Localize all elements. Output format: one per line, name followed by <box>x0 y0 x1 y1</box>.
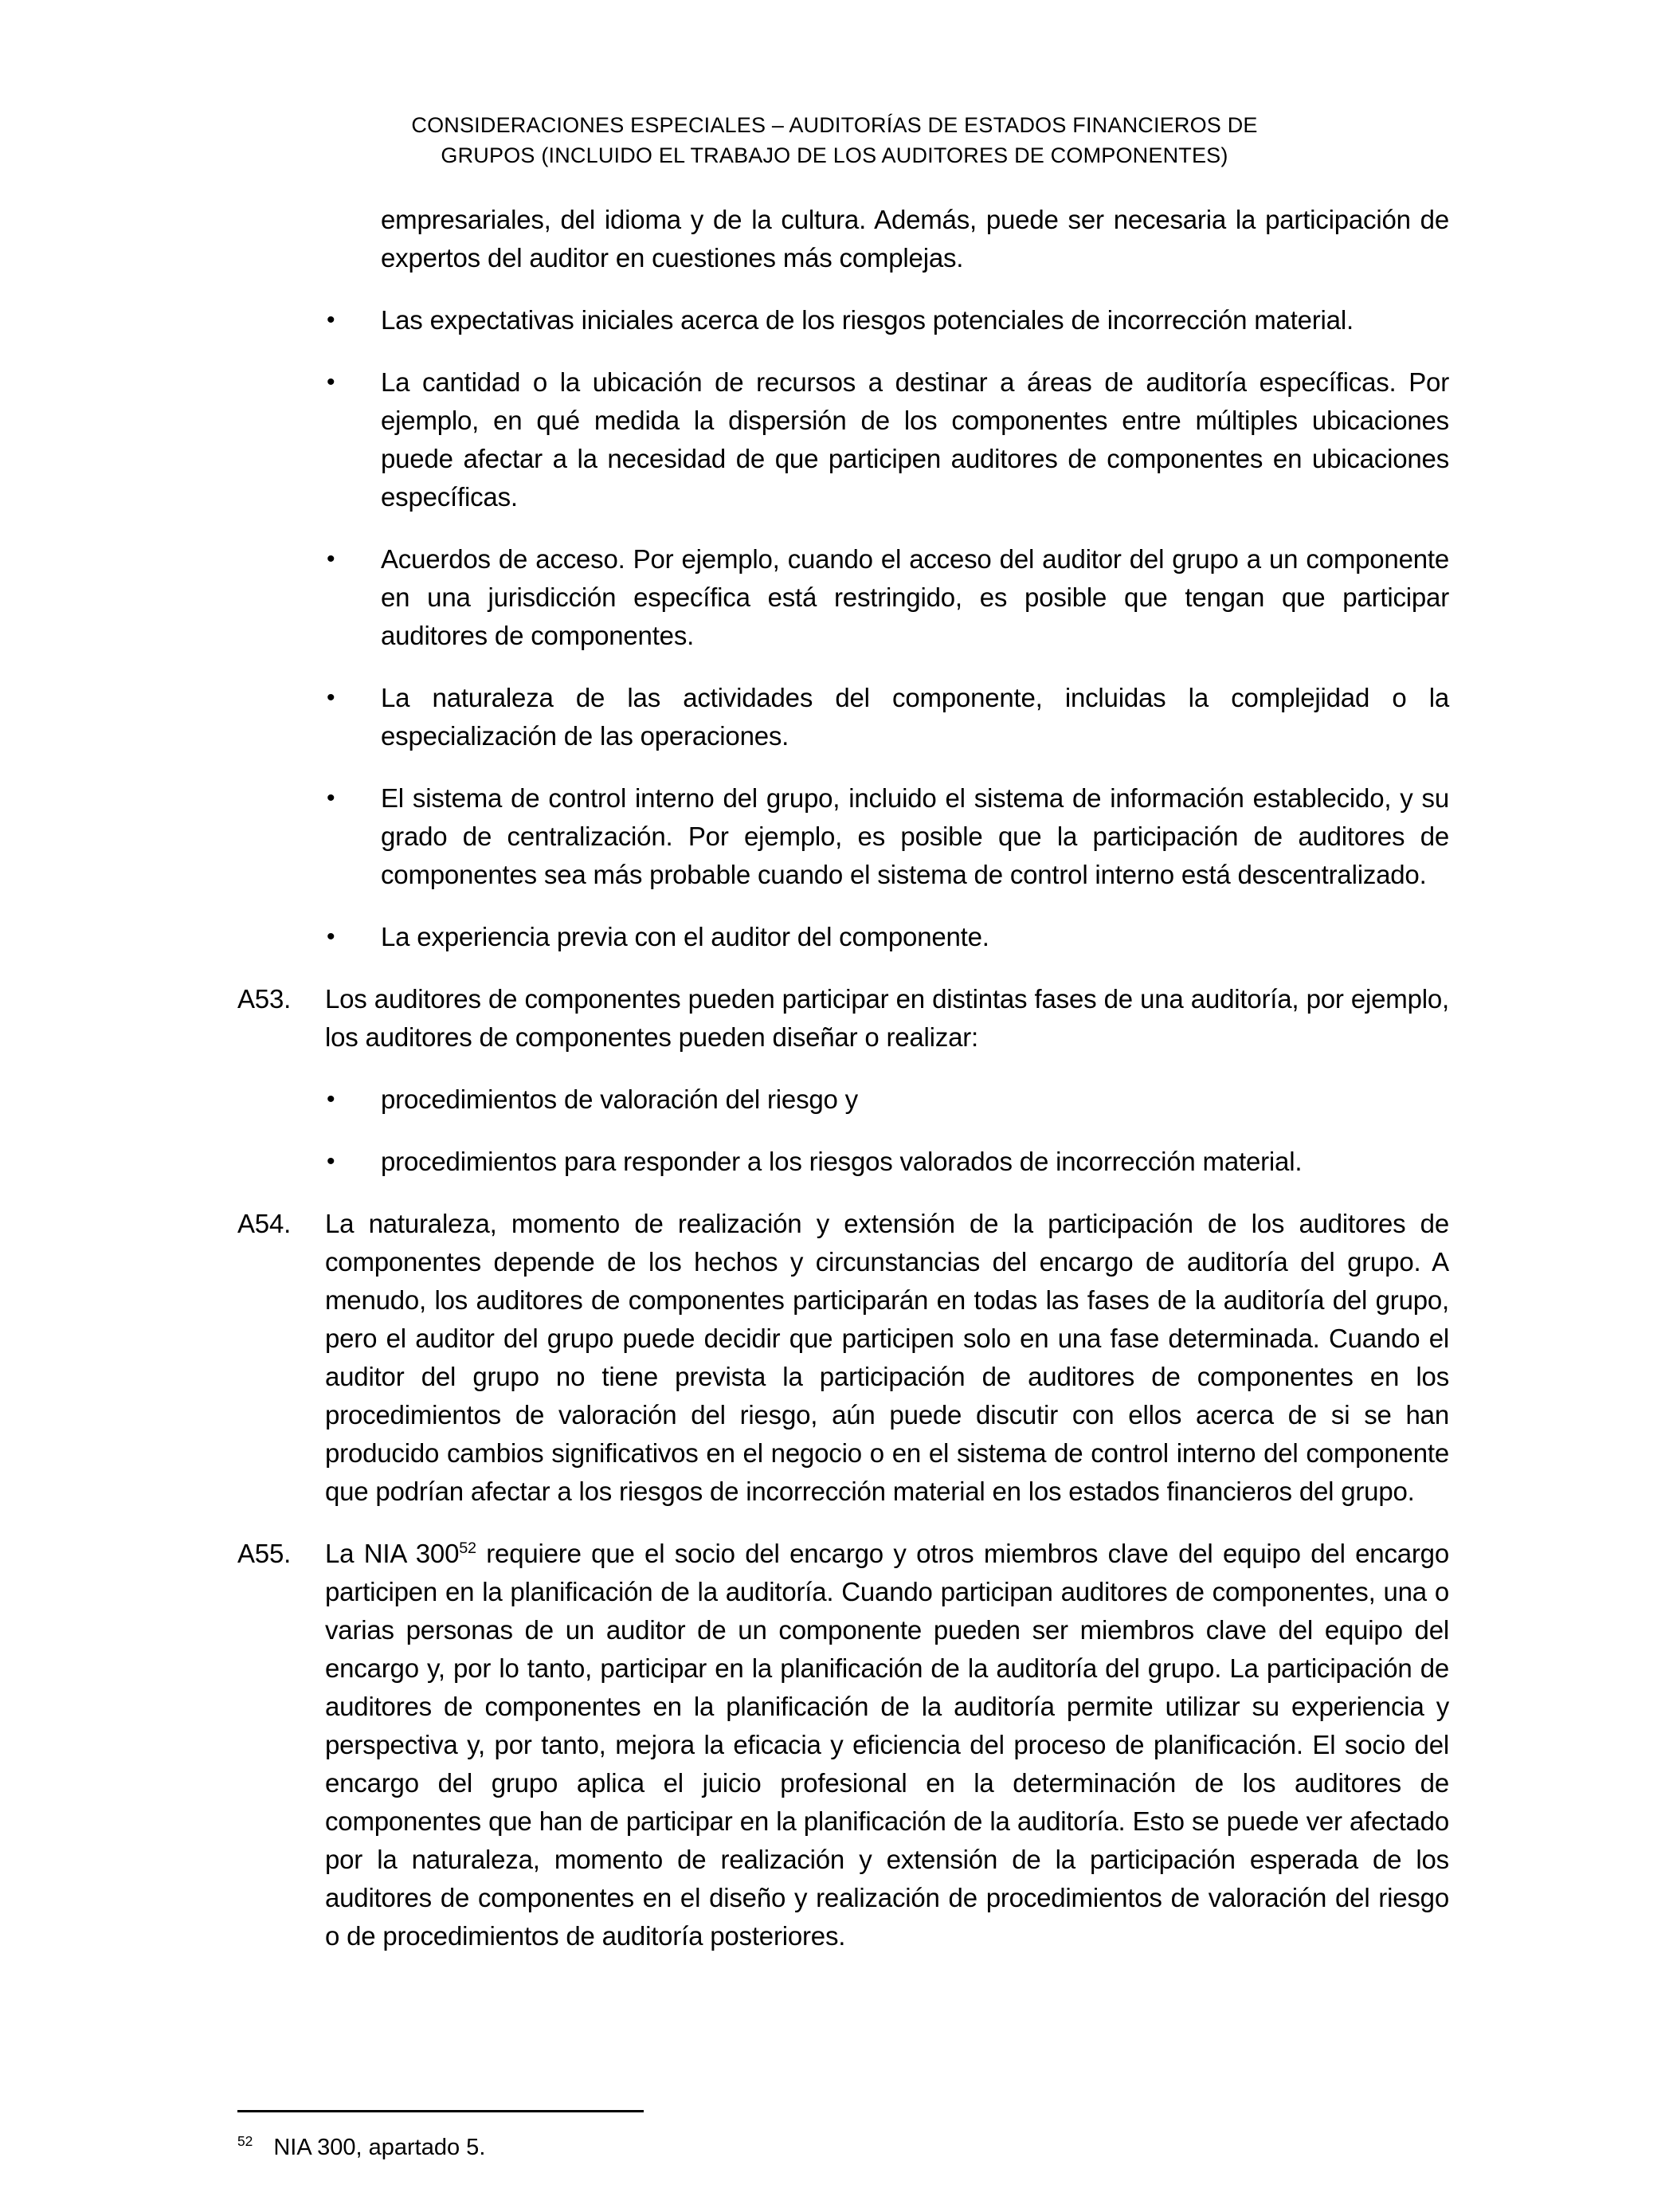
bullet-text: La cantidad o la ubicación de recursos a destinar a áreas de auditoría específicas. Por ejemplo, en qué medida la dispersión de los componentes entre múltiples ubicaciones puede afectar a la necesidad de que participen auditores de componentes en ubicaciones específicas. <box>381 367 1449 512</box>
bullet-item <box>327 918 1449 956</box>
bullet-item <box>327 779 1449 894</box>
bullet-text: procedimientos de valoración del riesgo y <box>381 1084 858 1114</box>
bullet-text: Las expectativas iniciales acerca de los riesgos potenciales de incorrección material. <box>381 305 1354 335</box>
bullet-text: El sistema de control interno del grupo, incluido el sistema de información establecido, y su grado de centralización. Por ejemplo, es posible que la participación de auditores de componentes sea más probable cuando el sistema de control interno está descentralizado. <box>381 783 1449 889</box>
bullet-text: procedimientos para responder a los riesgos valorados de incorrección material. <box>381 1147 1303 1176</box>
paragraph-a55 <box>237 1535 1449 1955</box>
paragraph-a53-text: Los auditores de componentes pueden participar en distintas fases de una auditoría, por ejemplo, los auditores de componentes pueden diseñar o realizar: <box>325 984 1449 1052</box>
bullet-item <box>327 363 1449 516</box>
bullet-icon: • <box>327 546 335 572</box>
bullet-item <box>327 679 1449 755</box>
paragraph-a54 <box>237 1205 1449 1511</box>
document-body <box>0 201 1669 1955</box>
bullet-text: Acuerdos de acceso. Por ejemplo, cuando el acceso del auditor del grupo a un componente en una jurisdicción específica está restringido, es posible que tengan que participar auditores de componentes. <box>381 544 1449 650</box>
bullet-icon: • <box>327 1086 335 1112</box>
footnote-separator-line <box>237 2110 644 2112</box>
bullet-icon: • <box>327 369 335 395</box>
bullet-text: La naturaleza de las actividades del componente, incluidas la complejidad o la especialización de las operaciones. <box>381 683 1449 751</box>
bullet-item-a53-sub <box>327 1143 1449 1181</box>
bullet-text: La experiencia previa con el auditor del componente. <box>381 922 989 951</box>
bullet-icon: • <box>327 307 335 333</box>
footnote-52 <box>237 2133 1449 2162</box>
footnote-area <box>237 2110 1449 2162</box>
bullet-item-a53-sub <box>327 1081 1449 1119</box>
bullet-icon: • <box>327 1148 335 1175</box>
paragraph-a54-label: A54. <box>237 1209 292 1238</box>
bullet-icon: • <box>327 785 335 811</box>
page-header <box>0 0 1669 171</box>
bullet-item <box>327 301 1449 339</box>
footnote-52-marker: 52 <box>237 2133 253 2150</box>
paragraph-a54-text: La naturaleza, momento de realización y extensión de la participación de los auditores de componentes depende de los hechos y circunstancias del encargo de auditoría del grupo. A menudo, los auditores de componentes participarán en todas las fases de la auditoría del grupo, pero el auditor del grupo puede decidir que participen solo en una fase determinada. Cuando el auditor del grupo no tiene prevista la participación de auditores de componentes en los procedimientos de valoración del riesgo, aún puede discutir con ellos acerca de si se han producido cambios significativos en el negocio o en el sistema de control interno del componente que podrían afectar a los riesgos de incorrección material en los estados financieros del grupo. <box>325 1209 1449 1506</box>
continuation-paragraph: empresariales, del idioma y de la cultura. Además, puede ser necesaria la participación de expertos del auditor en cuestiones más complejas. <box>381 205 1449 273</box>
bullet-icon: • <box>327 684 335 711</box>
header-line-1: CONSIDERACIONES ESPECIALES – AUDITORÍAS DE ESTADOS FINANCIEROS DE <box>411 113 1258 137</box>
header-line-2: GRUPOS (INCLUIDO EL TRABAJO DE LOS AUDITORES DE COMPONENTES) <box>441 143 1228 167</box>
paragraph-a55-label: A55. <box>237 1539 292 1568</box>
paragraph-a55-text-post: requiere que el socio del encargo y otros miembros clave del equipo del encargo participen en la planificación de la auditoría. Cuando participan auditores de componentes, una o varias personas de un auditor de un componente pueden ser miembros clave del equipo del encargo y, por lo tanto, participar en la planificación de la auditoría del grupo. La participación de auditores de componentes en la planificación de la auditoría permite utilizar su experiencia y perspectiva y, por tanto, mejora la eficacia y eficiencia del proceso de planificación. El socio del encargo del grupo aplica el juicio profesional en la determinación de los auditores de componentes que han de participar en la planificación de la auditoría. Esto se puede ver afectado por la naturaleza, momento de realización y extensión de la participación esperada de los auditores de componentes en el diseño y realización de procedimientos de valoración del riesgo o de procedimientos de auditoría posteriores. <box>325 1539 1449 1951</box>
bullet-icon: • <box>327 924 335 950</box>
paragraph-a53-label: A53. <box>237 984 292 1014</box>
paragraph-a55-text-pre: La NIA 300 <box>325 1539 460 1568</box>
paragraph-a55-text <box>325 1535 1449 1955</box>
bullet-item <box>327 540 1449 655</box>
footnote-reference-52: 52 <box>459 1539 476 1557</box>
paragraph-a53 <box>237 980 1449 1057</box>
footnote-52-text: NIA 300, apartado 5. <box>273 2135 486 2160</box>
